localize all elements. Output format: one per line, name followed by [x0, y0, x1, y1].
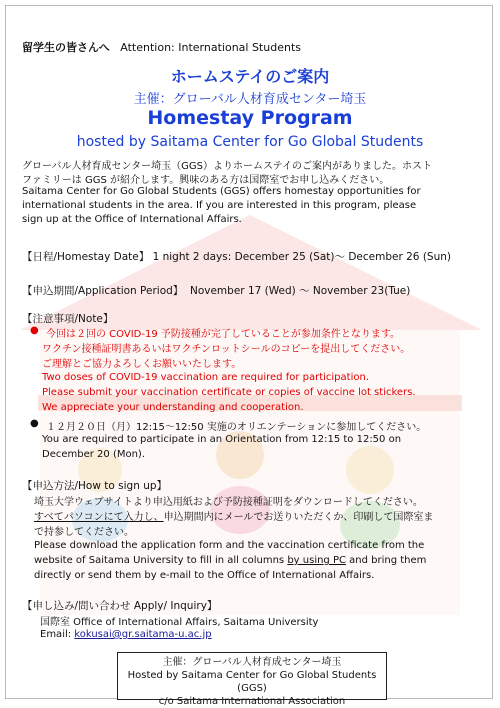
note-2-en-1: You are required to participate in an Orientation from 12:15 to 12:50 on — [42, 434, 402, 445]
note-2-en-2: December 20 (Mon). — [42, 449, 146, 460]
note-1-jp-3: ご理解とご協力よろしくお願いいたします。 — [42, 359, 242, 370]
email-link[interactable]: kokusai@gr.saitama-u.ac.jp — [74, 629, 212, 640]
title-jp: ホームステイのご案内 — [170, 67, 330, 86]
intro-en-2: international students in the area. If you are interested in this program, please — [22, 200, 417, 211]
note-2-jp: １２月２０日（月）12:15～12:50 実施のオリエンテーションに参加してください。 — [46, 422, 427, 433]
signup-jp-3: で持参してください。 — [34, 527, 134, 538]
period-value: November 17 (Wed) ～ November 23(Tue) — [189, 285, 411, 297]
signup-en-3: directly or send them by e-mail to the Office of International Affairs. — [34, 570, 375, 581]
footer-line-3: c/o Saitama International Association — [158, 696, 346, 707]
intro-en-3: sign up at the Office of International Affairs. — [22, 214, 242, 225]
date-value: 1 night 2 days: December 25 (Sat)～ December 26 (Sun) — [152, 251, 451, 263]
note-1-en-2: Please submit your vaccination certificate or copies of vaccine lot stickers. — [42, 387, 416, 398]
bullet-2-icon: ● — [30, 418, 39, 429]
signup-en-2 — [34, 555, 426, 566]
signup-jp-1: 埼玉大学ウェブサイトより申込用紙および予防接種証明をダウンロードしてください。 — [34, 497, 423, 508]
host-en: hosted by Saitama Center for Go Global Students — [76, 134, 424, 150]
attention-en: Attention: International Students — [120, 41, 301, 54]
signup-en-2c: and bring them — [345, 555, 427, 566]
bullet-1-icon: ● — [30, 325, 39, 336]
signup-jp-2-underlined: すべてパソコンにて入力し、 — [34, 512, 164, 523]
footer-line-2: Hosted by Saitama Center for Go Global Students (GGS) — [127, 670, 387, 694]
signup-label: 【申込方法/How to sign up】 — [22, 480, 168, 492]
footer-box — [117, 652, 387, 707]
note-1-jp-1: 今回は２回の COVID-19 予防接種が完了していることが参加条件となります。 — [46, 329, 401, 340]
inquiry-label: 【申し込み/問い合わせ Apply/ Inquiry】 — [22, 600, 218, 612]
inquiry-email-row — [40, 629, 212, 640]
signup-jp-2-rest: 申込期間内にメールでお送りいただくか、印刷して国際室ま — [163, 512, 434, 523]
notes-label: 【注意事項/Note】 — [22, 313, 114, 325]
note-1-en-3: We appreciate your understanding and cooperation. — [42, 402, 304, 413]
title-en: Homestay Program — [147, 107, 353, 129]
email-label: Email: — [40, 629, 75, 640]
note-1-jp-2: ワクチン接種証明書あるいはワクチンロットシールのコピーを提出してください。 — [42, 344, 411, 355]
signup-en-2-underlined: by using PC — [287, 555, 346, 566]
attention-jp: 留学生の皆さんへ — [22, 41, 110, 54]
note-1-en-1: Two doses of COVID-19 vaccination are required for participation. — [42, 372, 369, 383]
intro-en-1: Saitama Center for Go Global Students (GGS) offers homestay opportunities for — [22, 186, 421, 197]
intro-jp-2: ファミリーは GGS が紹介します。興味のある方は国際室でお申し込みください。 — [22, 175, 390, 186]
period-row — [22, 283, 410, 298]
host-jp: 主催：グローバル人材育成センター埼玉 — [133, 92, 367, 107]
inquiry-office: 国際室 Office of International Affairs, Saitama University — [40, 617, 319, 628]
attention-line — [22, 39, 301, 55]
signup-en-2a: website of Saitama University to fill in all columns — [34, 555, 288, 566]
signup-jp-2 — [34, 508, 433, 523]
date-label: 【日程/Homestay Date】 — [22, 251, 150, 263]
period-label: 【申込期間/Application Period】 — [22, 285, 184, 297]
date-row — [22, 249, 451, 264]
footer-line-1: 主催：グローバル人材育成センター埼玉 — [162, 657, 342, 668]
intro-jp-1: グローバル人材育成センター埼玉（GGS）よりホームステイのご案内がありました。ホスト — [22, 161, 433, 172]
signup-en-1: Please download the application form and the vaccination certificate from the — [34, 540, 425, 551]
